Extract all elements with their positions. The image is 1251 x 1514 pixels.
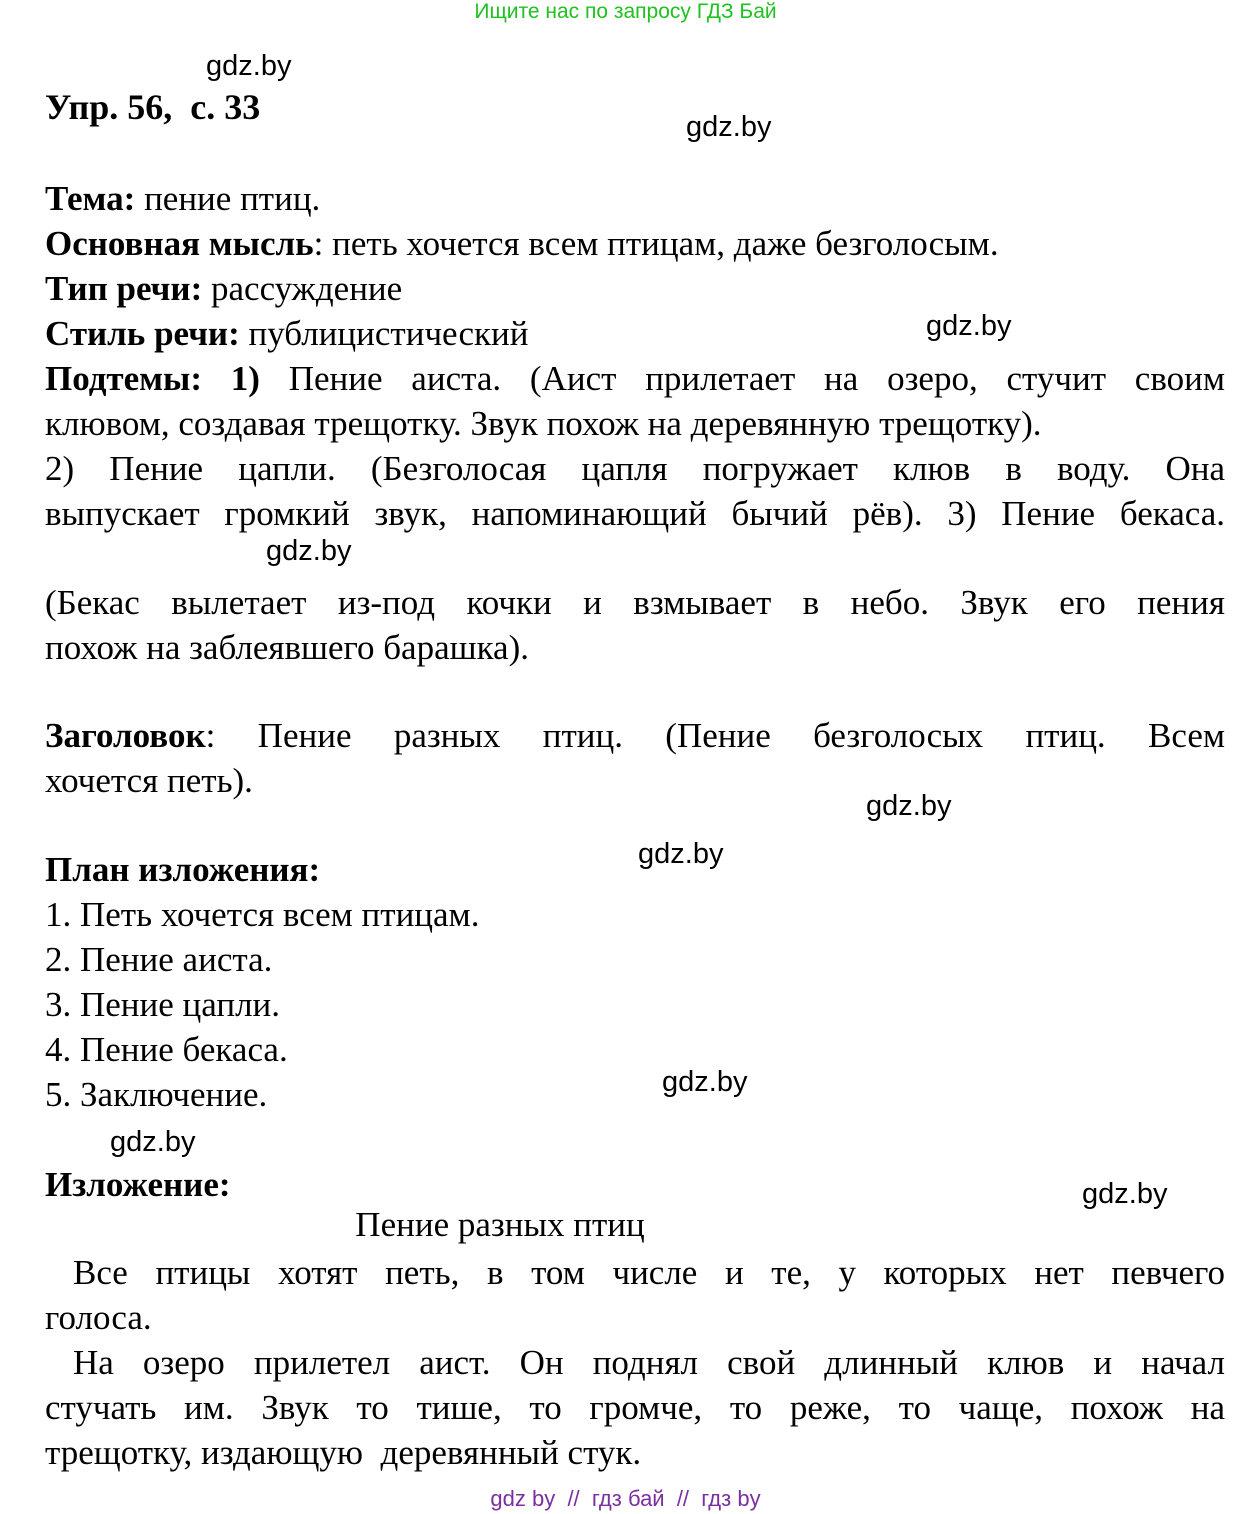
title-label: Заголовок [45,716,206,755]
topic-label: Тема: [45,179,136,218]
watermark: gdz.by [926,310,1012,342]
watermark: gdz.by [662,1066,748,1098]
watermark: gdz.by [866,790,952,822]
subtopics-line [45,356,1225,401]
plan-label: План изложения: [45,850,321,889]
exercise-heading: Упр. 56, с. 33 [45,87,261,127]
subtopics-label: Подтемы: 1) [45,359,260,398]
speech-type-text: рассуждение [202,269,403,308]
watermark: gdz.by [686,111,772,143]
main-idea-label: Основная мысль [45,224,314,263]
watermark: gdz.by [638,838,724,870]
retelling-label-block [45,1162,1225,1207]
title-line: хочется петь). [45,761,253,800]
subtopics-line: 2) Пение цапли. (Безголосая цапля погружает клюв в воду. Она [45,449,1225,488]
essay-line: голоса. [45,1298,152,1337]
speech-style-text: публицистический [239,314,529,353]
retelling-label: Изложение: [45,1165,231,1204]
plan-item: 5. Заключение. [45,1075,268,1114]
essay-text [45,1250,1225,1475]
topic-text: пение птиц. [135,179,321,218]
essay-line: стучать им. Звук то тише, то громче, то реже, то чаще, похож на [45,1388,1225,1427]
top-banner: Ищите нас по запросу ГДЗ Бай [474,0,777,23]
footer-watermark: gdz by // гдз бай // гдз by [490,1486,761,1511]
speech-type-line [45,266,1225,311]
plan-item: 1. Петь хочется всем птицам. [45,895,480,934]
subtopics-line: (Бекас вылетает из-под кочки и взмывает в небо. Звук его пения [45,583,1225,622]
watermark: gdz.by [1082,1178,1168,1210]
essay-line: трещотку, издающую деревянный стук. [45,1433,642,1472]
watermark: gdz.by [266,535,352,567]
speech-style-label: Стиль речи: [45,314,240,353]
subtopics-continued [45,580,1225,670]
subtopics-line: клювом, создавая трещотку. Звук похож на деревянную трещотку). [45,404,1042,443]
title-block [45,713,1225,803]
main-idea-line [45,221,1225,266]
watermark: gdz.by [206,50,292,82]
main-idea-text: : петь хочется всем птицам, даже безголосым. [313,224,999,263]
subtopics-text: Пение аиста. (Аист прилетает на озеро, стучит своим [259,359,1225,398]
analysis-block [45,176,1225,536]
topic-line [45,176,1225,221]
subtopics-line: похож на заблеявшего барашка). [45,628,529,667]
plan-item: 3. Пение цапли. [45,985,281,1024]
title-line [45,713,1225,758]
watermark: gdz.by [110,1126,196,1158]
speech-type-label: Тип речи: [45,269,203,308]
essay-title: Пение разных птиц [355,1205,645,1244]
plan-item: 4. Пение бекаса. [45,1030,288,1069]
title-text: : Пение разных птиц. (Пение безголосых птиц. Всем [205,716,1225,755]
subtopics-line: выпускает громкий звук, напоминающий бычий рёв). 3) Пение бекаса. [45,494,1225,533]
plan-item: 2. Пение аиста. [45,940,273,979]
plan-block [45,847,1225,1117]
essay-line: Все птицы хотят петь, в том числе и те, у которых нет певчего [73,1253,1225,1292]
essay-line: На озеро прилетел аист. Он поднял свой длинный клюв и начал [73,1343,1225,1382]
speech-style-line [45,311,1225,356]
